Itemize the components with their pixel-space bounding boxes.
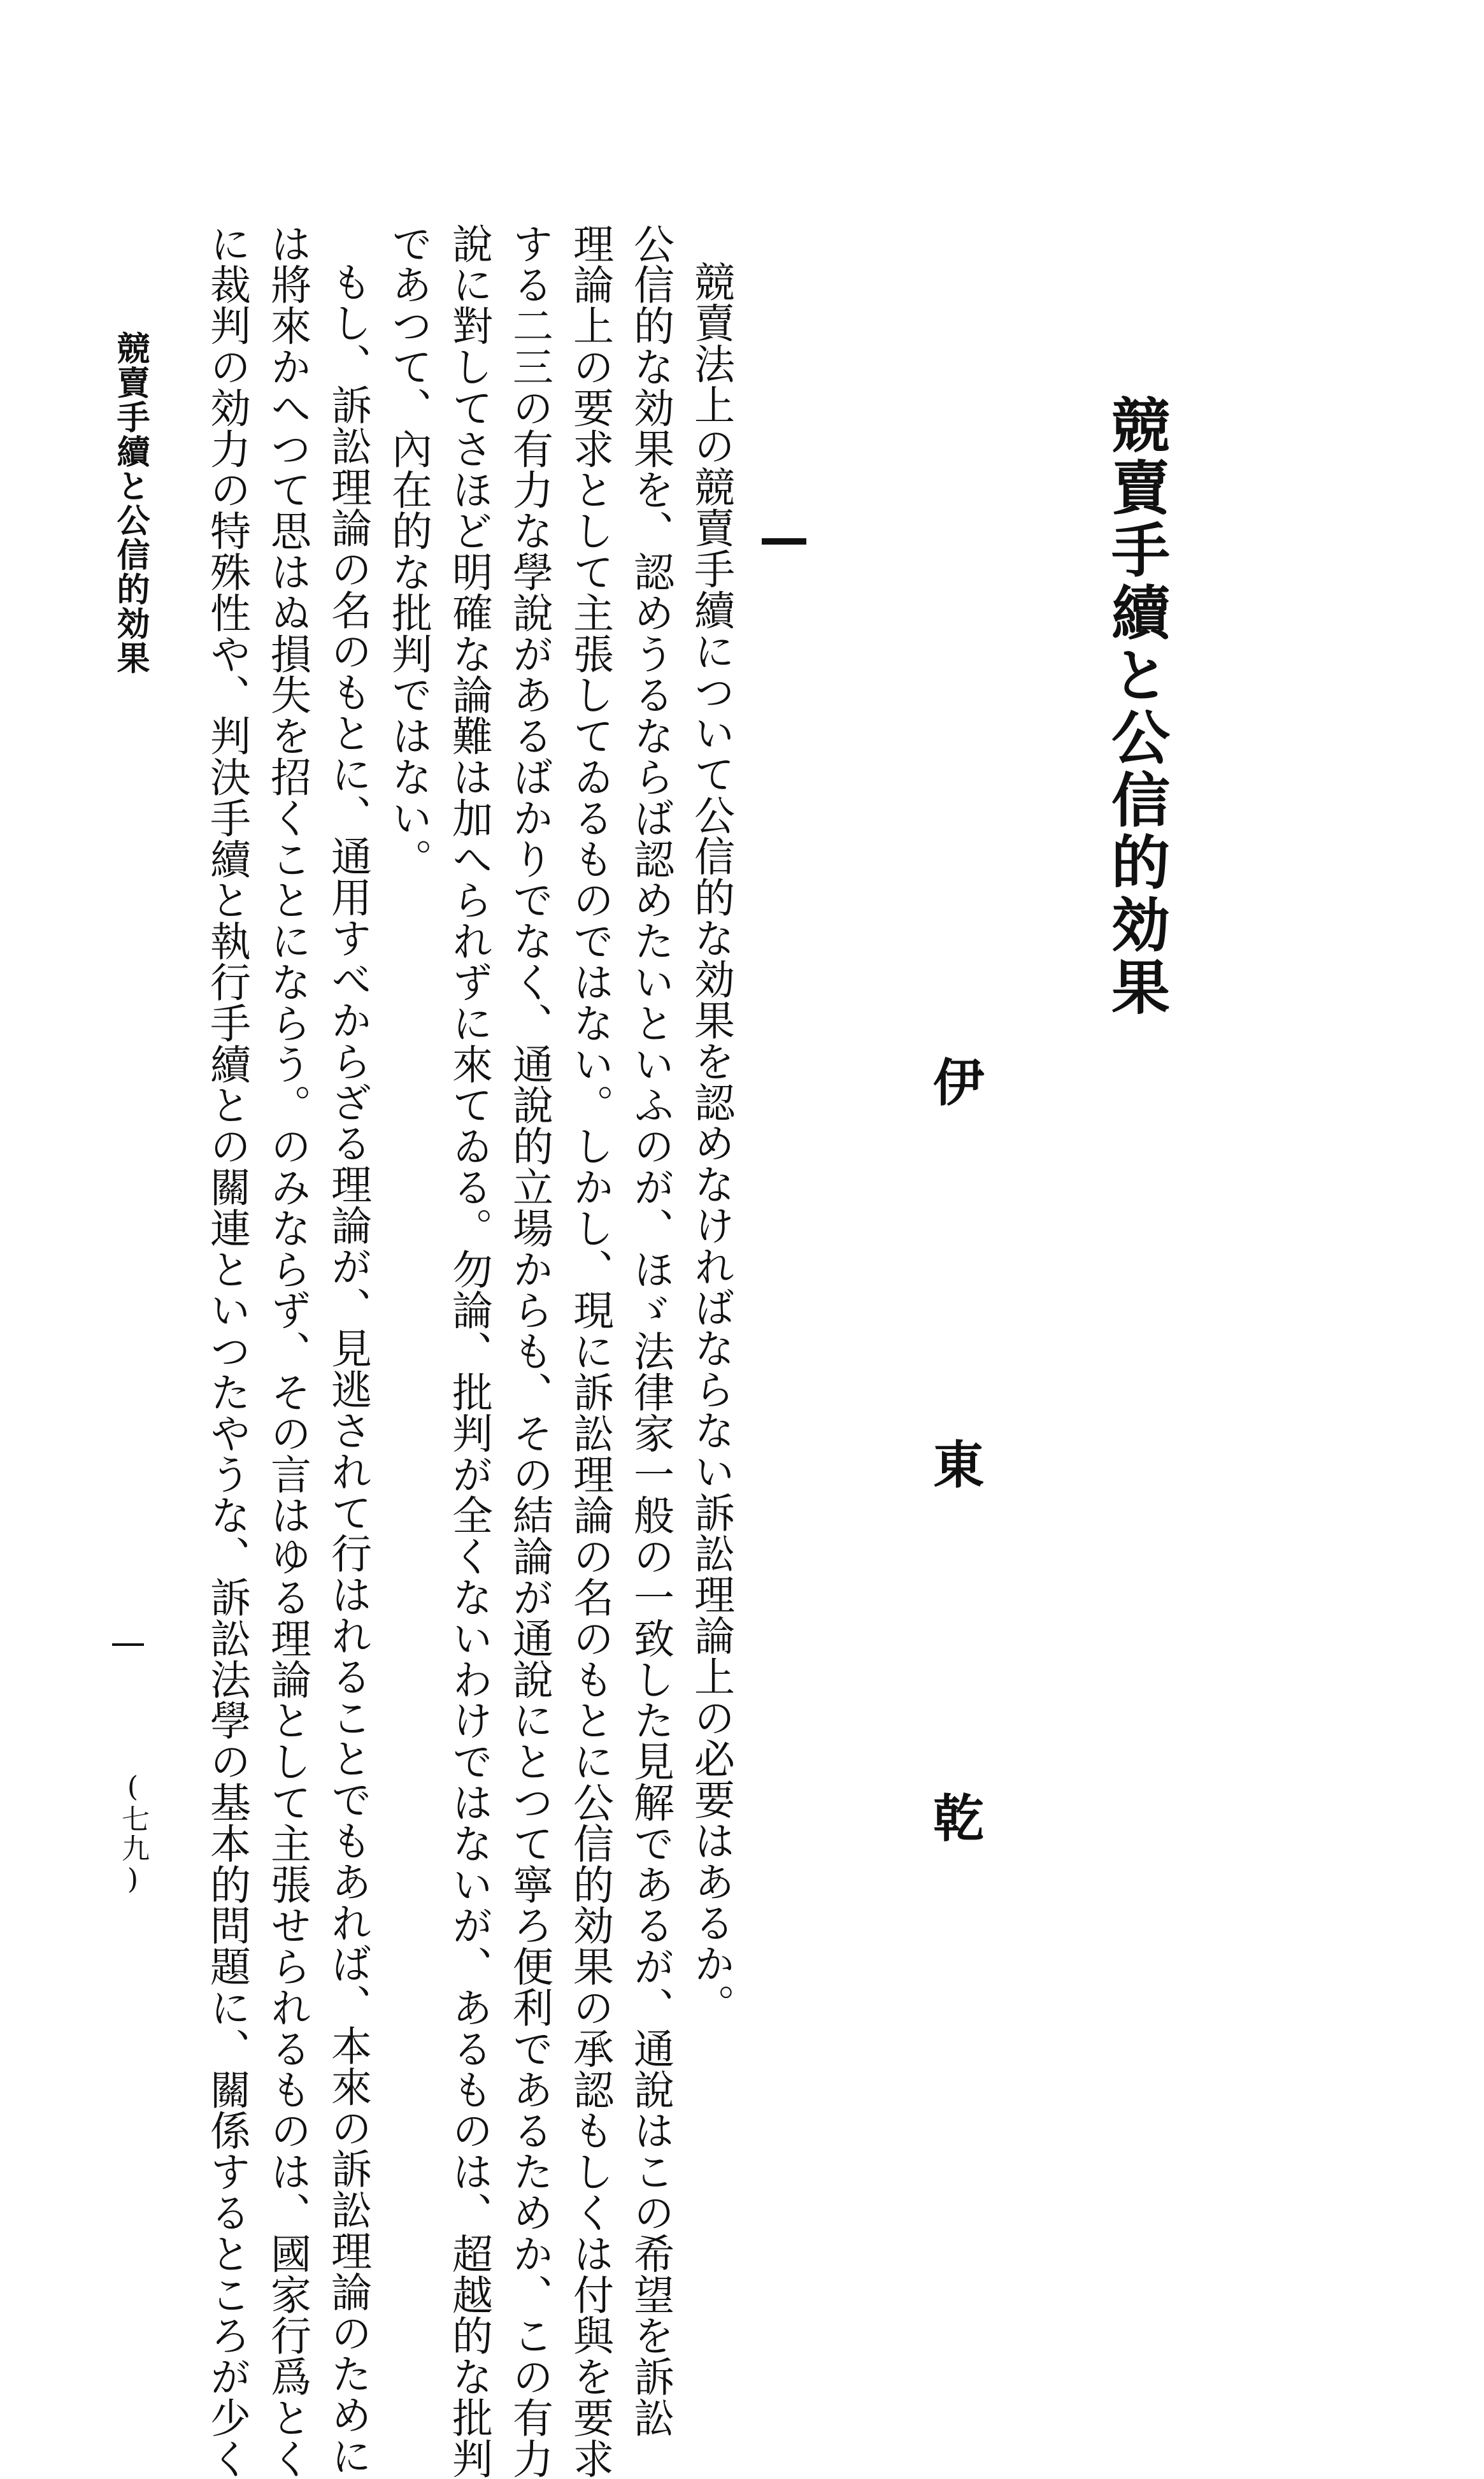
body-column-9: に裁判の効力の特殊性や、判決手續と執行手續との關連といつたやうな、訴訟法學の基本的問題に、關係するところが少く xyxy=(203,223,250,2479)
page-reference: (七九) xyxy=(117,1771,149,1897)
author-name-char-2: 東 xyxy=(933,1435,984,1495)
body-column-1: 競賣法上の競賣手續について公信的な効果を認めなければならない訴訟理論上の必要はあるか。 xyxy=(687,261,734,2025)
body-column-3: 理論上の要求として主張してゐるものではない。しかし、現に訴訟理論の名のもとに公信的効果の承認もしくは付與を要求 xyxy=(566,223,613,2479)
section-number-one xyxy=(762,538,806,545)
running-head: 競賣手續と公信的効果 xyxy=(111,331,150,675)
article-title: 競賣手續と公信的効果 xyxy=(1102,395,1171,1019)
body-column-2: 公信的な効果を、認めうるならば認めたいといふのが、ほゞ法律家一般の一致した見解であるが、通說はこの希望を訴訟 xyxy=(627,223,674,2438)
body-column-7: もし、訴訟理論の名のもとに、通用すべからざる理論が、見逃されて行はれることでもあれば、本來の訴訟理論のために xyxy=(324,261,371,2476)
body-column-5: 說に對してさほど明確な論難は加へられずに來てゐる。勿論、批判が全くないわけではないが、あるものは、超越的な批判 xyxy=(445,223,492,2479)
folio-number xyxy=(112,1643,144,1646)
body-column-6: であつて、內在的な批判ではない。 xyxy=(385,223,432,880)
author-name-char-1: 伊 xyxy=(933,1053,984,1113)
body-column-8: は將來かへつて思はぬ損失を招くことにならう。のみならず、その言はゆる理論として主張せられるものは、國家行爲とく xyxy=(264,223,311,2479)
body-column-4: する二三の有力な學說があるばかりでなく、通說的立場からも、その結論が通說にとつて寧ろ便利であるためか、この有力 xyxy=(506,223,553,2479)
author-name-char-3: 乾 xyxy=(933,1789,984,1848)
